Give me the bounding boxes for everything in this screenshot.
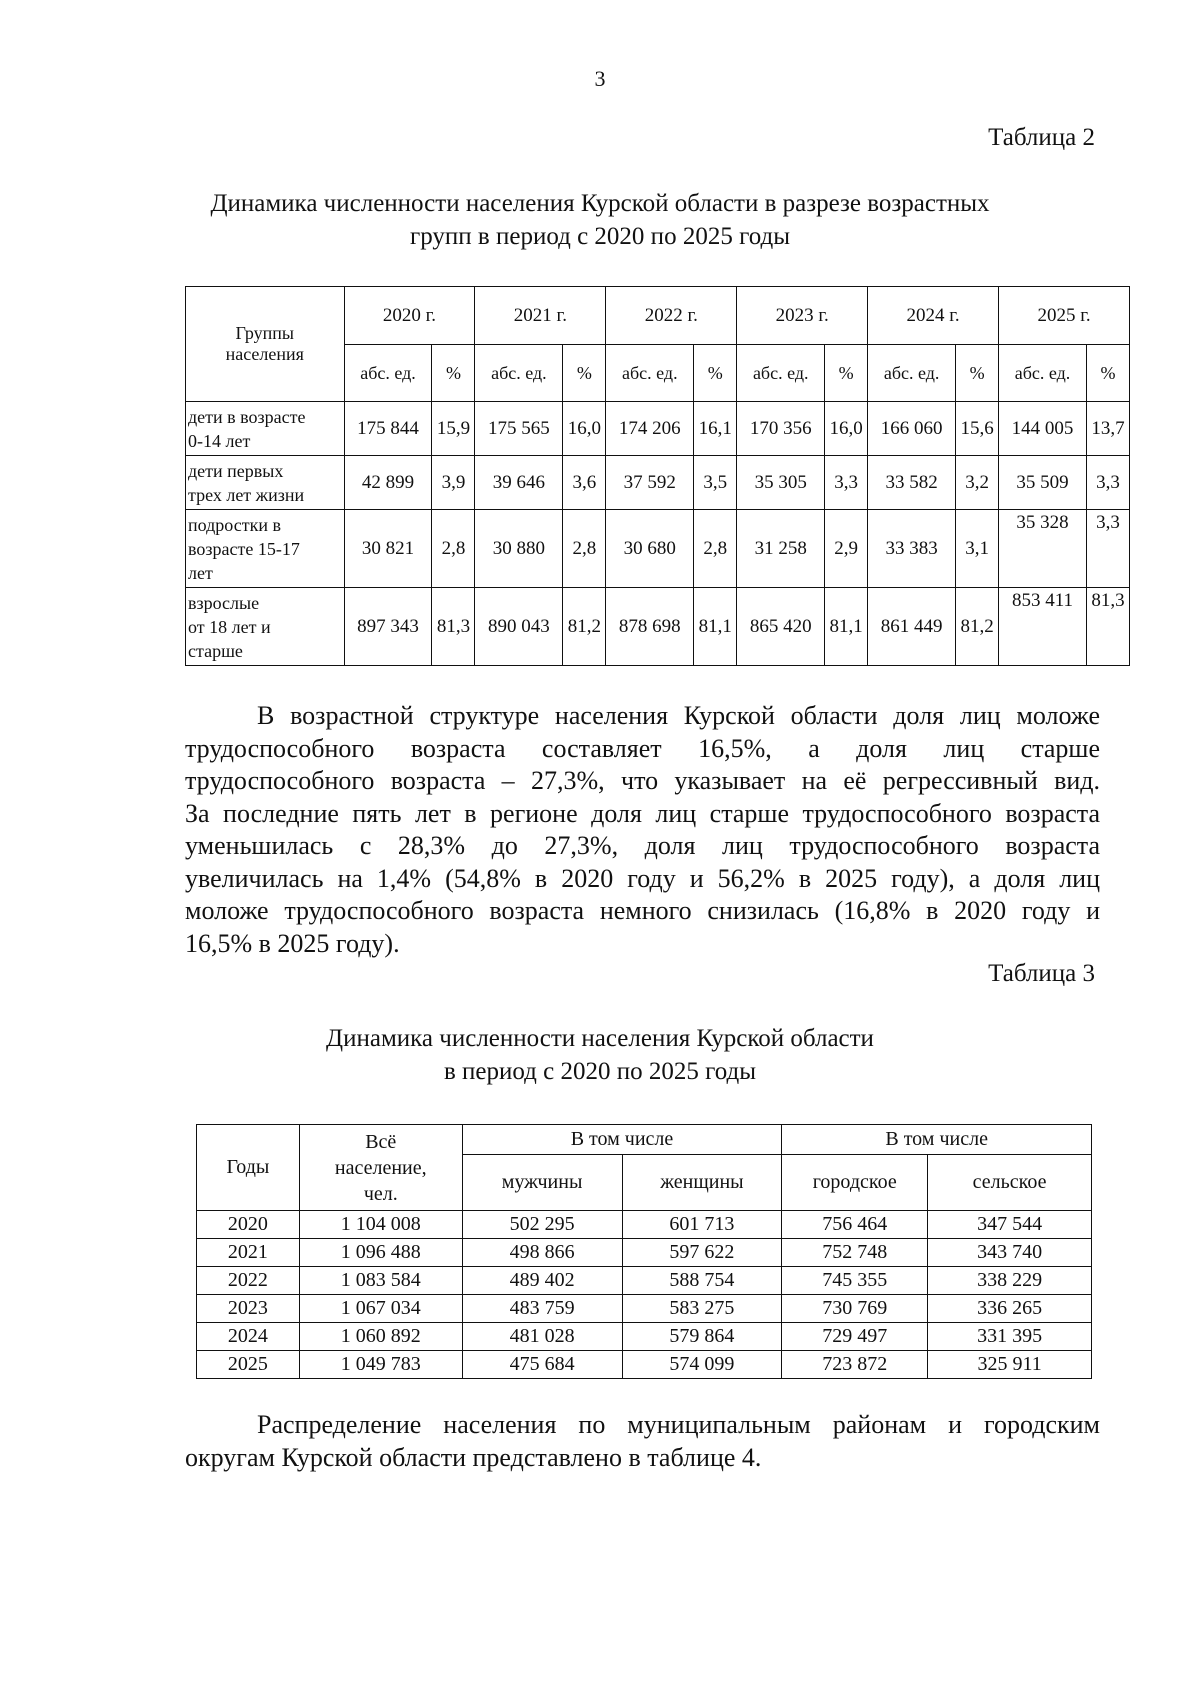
table-cell: 81,1 [825,588,868,666]
table2 [185,286,1130,666]
table-cell: 81,2 [956,588,999,666]
row-label-line: от 18 лет и [188,616,271,637]
table-row [197,1211,1092,1239]
table2-group-header-line: Группы [235,323,294,343]
table-cell: 574 099 [622,1351,782,1379]
body-paragraph [185,1409,1100,1474]
table-cell: 3,3 [1087,456,1130,510]
table-cell: 861 449 [868,588,956,666]
row-label-line: дети в возрасте [188,406,306,427]
table-row [197,1239,1092,1267]
row-label-line: старше [188,640,243,661]
table3-women-header: женщины [622,1155,782,1211]
table-cell: 723 872 [782,1351,928,1379]
table3 [196,1124,1092,1379]
table-cell: 752 748 [782,1239,928,1267]
table3-incl-sex-header: В том числе [462,1125,782,1155]
row-label-line: взрослые [188,592,260,613]
table-cell: 325 911 [928,1351,1092,1379]
table2-year-header: 2021 г. [475,287,606,345]
table-cell: 2023 [197,1295,300,1323]
table2-row-label [186,510,345,588]
table-cell: 343 740 [928,1239,1092,1267]
table2-row-label [186,588,345,666]
table3-urban-header: городское [782,1155,928,1211]
paragraph-line: 16,5% в 2025 году). [185,928,400,958]
table-row [186,402,1130,456]
table-cell: 347 544 [928,1211,1092,1239]
table-cell: 475 684 [462,1351,622,1379]
table-cell: 579 864 [622,1323,782,1351]
table-row [197,1267,1092,1295]
row-label-line: лет [188,562,213,583]
table-cell: 865 420 [737,588,825,666]
table-cell: 729 497 [782,1323,928,1351]
table2-title-line: Динамика численности населения Курской области в разрезе возрастных [210,190,990,217]
table3-title-line: Динамика численности населения Курской области [326,1025,874,1052]
table-cell: 16,1 [694,402,737,456]
table-cell: 30 821 [344,510,432,588]
table-cell: 588 754 [622,1267,782,1295]
paragraph-line: округам Курской области представлено в таблице 4. [185,1442,762,1472]
table-cell: 33 582 [868,456,956,510]
table-cell: 583 275 [622,1295,782,1323]
table-cell: 1 060 892 [299,1323,462,1351]
table2-row-label [186,456,345,510]
table-cell: 39 646 [475,456,563,510]
table-cell: 35 509 [999,456,1087,510]
table-row [186,510,1130,588]
table2-pct-header: % [694,345,737,402]
table-cell: 35 328 [999,510,1087,588]
table3-caption: Таблица 3 [988,960,1095,987]
table-cell: 16,0 [825,402,868,456]
table-cell: 3,1 [956,510,999,588]
body-paragraph [185,700,1100,960]
table3-title-line: в период с 2020 по 2025 годы [443,1058,757,1085]
table2-year-header: 2020 г. [344,287,475,345]
table-cell: 31 258 [737,510,825,588]
table2-group-header [186,287,345,402]
paragraph-line: В возрастной структуре населения Курской области доля лиц моложе [257,701,1100,730]
table2-pct-header: % [825,345,868,402]
table-cell: 3,2 [956,456,999,510]
table-cell: 878 698 [606,588,694,666]
table-cell: 175 565 [475,402,563,456]
table-cell: 2,8 [432,510,475,588]
table3-men-header: мужчины [462,1155,622,1211]
table-cell: 16,0 [563,402,606,456]
table-row [186,588,1130,666]
table2-year-header: 2024 г. [868,287,999,345]
table-cell: 2021 [197,1239,300,1267]
table-cell: 13,7 [1087,402,1130,456]
table-cell: 81,1 [694,588,737,666]
paragraph-line: За последние пять лет в регионе доля лиц старше трудоспособного возраста [185,798,1100,828]
table2-row-label [186,402,345,456]
table-cell: 30 680 [606,510,694,588]
table2-group-header-line: населения [225,344,304,364]
table-cell: 1 104 008 [299,1211,462,1239]
table2-title-line: групп в период с 2020 по 2025 годы [410,223,790,250]
table2-pct-header: % [432,345,475,402]
table-cell: 175 844 [344,402,432,456]
page-number: 3 [594,66,606,91]
paragraph-line: трудоспособного возраста составляет 16,5%, а доля лиц старше [185,733,1100,763]
table-cell: 597 622 [622,1239,782,1267]
table-cell: 15,9 [432,402,475,456]
table-cell: 853 411 [999,588,1087,666]
table2-title [0,187,1200,253]
table2-abs-header: абс. ед. [475,345,563,402]
table3-total-header-line: население, [334,1156,427,1179]
paragraph-line: трудоспособного возраста – 27,3%, что указывает на её регрессивный вид. [185,766,1100,795]
table-cell: 3,5 [694,456,737,510]
table-cell: 81,2 [563,588,606,666]
table-cell: 81,3 [1087,588,1130,666]
table-cell: 601 713 [622,1211,782,1239]
table-cell: 2024 [197,1323,300,1351]
table-row [197,1323,1092,1351]
table-cell: 338 229 [928,1267,1092,1295]
table3-years-header: Годы [197,1125,300,1211]
table-row [197,1351,1092,1379]
table-row [197,1295,1092,1323]
table-cell: 897 343 [344,588,432,666]
table-cell: 483 759 [462,1295,622,1323]
table-cell: 3,9 [432,456,475,510]
table-cell: 35 305 [737,456,825,510]
table-cell: 489 402 [462,1267,622,1295]
row-label-line: 0-14 лет [188,430,251,451]
paragraph-line: моложе трудоспособного возраста немного снизилась (16,8% в 2020 году и [185,896,1100,925]
table-cell: 144 005 [999,402,1087,456]
table-cell: 890 043 [475,588,563,666]
table2-year-header: 2023 г. [737,287,868,345]
table-cell: 730 769 [782,1295,928,1323]
table2-pct-header: % [563,345,606,402]
row-label-line: возрасте 15-17 [188,538,300,559]
table2-abs-header: абс. ед. [737,345,825,402]
table2-abs-header: абс. ед. [868,345,956,402]
table2-year-header: 2022 г. [606,287,737,345]
table-cell: 2,8 [563,510,606,588]
paragraph-line: Распределение населения по муниципальным районам и городским [257,1410,1100,1439]
row-label-line: дети первых [188,460,284,481]
table3-title [0,1022,1200,1088]
table-cell: 3,3 [825,456,868,510]
row-label-line: трех лет жизни [188,484,305,505]
table-cell: 331 395 [928,1323,1092,1351]
table-cell: 745 355 [782,1267,928,1295]
table2-pct-header: % [1087,345,1130,402]
table3-total-header-line: чел. [363,1182,398,1205]
table3-total-header-line: Всё [365,1130,397,1153]
table-cell: 174 206 [606,402,694,456]
table3-header-row [197,1125,1092,1155]
table-row [186,456,1130,510]
table-cell: 2,8 [694,510,737,588]
table-cell: 498 866 [462,1239,622,1267]
table3-rural-header: сельское [928,1155,1092,1211]
table2-pct-header: % [956,345,999,402]
table-cell: 37 592 [606,456,694,510]
table-cell: 42 899 [344,456,432,510]
table2-caption: Таблица 2 [988,124,1095,151]
table-cell: 481 028 [462,1323,622,1351]
table-cell: 166 060 [868,402,956,456]
table2-header-row [186,287,1130,345]
table-cell: 30 880 [475,510,563,588]
paragraph-line: уменьшилась с 28,3% до 27,3%, доля лиц трудоспособного возраста [185,831,1100,860]
table-cell: 756 464 [782,1211,928,1239]
row-label-line: подростки в [188,514,281,535]
table-cell: 2022 [197,1267,300,1295]
table-cell: 502 295 [462,1211,622,1239]
table2-abs-header: абс. ед. [344,345,432,402]
paragraph-line: увеличилась на 1,4% (54,8% в 2020 году и 56,2% в 2025 году), а доля лиц [185,863,1100,893]
table-cell: 170 356 [737,402,825,456]
table-cell: 81,3 [432,588,475,666]
table-cell: 3,3 [1087,510,1130,588]
table-cell: 1 049 783 [299,1351,462,1379]
table-cell: 15,6 [956,402,999,456]
table-cell: 1 067 034 [299,1295,462,1323]
table2-abs-header: абс. ед. [999,345,1087,402]
table-cell: 1 083 584 [299,1267,462,1295]
table-cell: 2,9 [825,510,868,588]
table3-total-header [299,1125,462,1211]
table2-abs-header: абс. ед. [606,345,694,402]
table-cell: 336 265 [928,1295,1092,1323]
table-cell: 2020 [197,1211,300,1239]
table-cell: 1 096 488 [299,1239,462,1267]
table-cell: 3,6 [563,456,606,510]
table2-year-header: 2025 г. [999,287,1130,345]
table-cell: 2025 [197,1351,300,1379]
table3-incl-area-header: В том числе [782,1125,1092,1155]
table-cell: 33 383 [868,510,956,588]
